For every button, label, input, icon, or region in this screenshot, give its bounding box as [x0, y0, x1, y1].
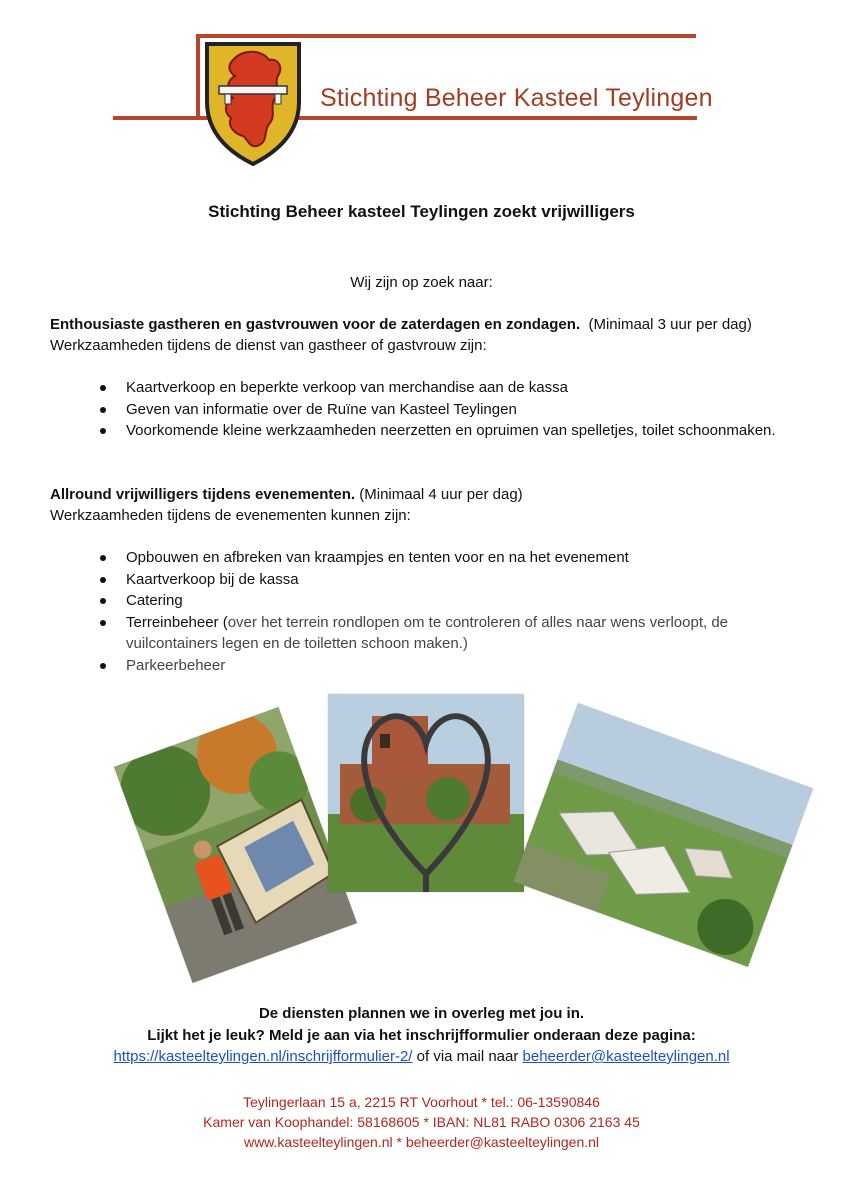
footer-kvk: Kamer van Koophandel: 58168605 * IBAN: NL81 RABO 0306 2163 45: [203, 1114, 640, 1130]
section-events-note: (Minimaal 4 uur per dag): [359, 486, 523, 503]
list-item: Parkeerbeheer: [100, 655, 780, 677]
lion-shield-icon: [203, 38, 303, 166]
photo-volunteer-cart-image: [114, 707, 357, 983]
footer-address: Teylingerlaan 15 a, 2215 RT Voorhout * tel.: 06-13590846: [243, 1094, 600, 1110]
list-item: Catering: [100, 590, 780, 612]
photo-volunteer-cart: [114, 707, 357, 983]
section-hosts: [50, 314, 810, 356]
letterhead-rule-left: [113, 116, 200, 120]
section-hosts-subtitle: Werkzaamheden tijdens de dienst van gastheer of gastvrouw zijn:: [50, 337, 487, 354]
bullet-icon: [100, 385, 106, 391]
section-events-list: [100, 547, 780, 676]
bullet-icon: [100, 577, 106, 583]
intro-text: Wij zijn op zoek naar:: [350, 274, 493, 291]
footer: [0, 1092, 843, 1152]
list-item: Kaartverkoop en beperkte verkoop van merchandise aan de kassa: [100, 377, 780, 399]
list-item: Geven van informatie over de Ruïne van Kasteel Teylingen: [100, 399, 780, 421]
section-hosts-heading: Enthousiaste gastheren en gastvrouwen voor de zaterdagen en zondagen.: [50, 316, 581, 333]
signup-links-line: [0, 1046, 843, 1068]
letterhead: [0, 0, 843, 180]
section-events-heading-line: [50, 484, 810, 505]
signup-line-1: De diensten plannen we in overleg met jou in.: [258, 1005, 585, 1022]
section-events-heading: Allround vrijwilligers tijdens evenementen.: [50, 486, 356, 503]
organization-name: Stichting Beheer Kasteel Teylingen: [320, 84, 713, 112]
photo-castle-heart: [328, 694, 524, 892]
section-hosts-list: [100, 377, 780, 442]
signup-line-2: Lijkt het je leuk? Meld je aan via het inschrijfformulier onderaan deze pagina:: [147, 1026, 696, 1044]
bullet-icon: [100, 428, 106, 434]
signup-block: [0, 1003, 843, 1068]
photo-castle-heart-image: [328, 694, 524, 892]
list-item: Opbouwen en afbreken van kraampjes en tenten voor en na het evenement: [100, 547, 780, 569]
bullet-icon: [100, 555, 106, 561]
letterhead-rule-right: [307, 116, 697, 120]
photo-event-tents: [513, 703, 813, 967]
bullet-icon: [100, 598, 106, 604]
section-events: [50, 484, 810, 526]
list-item: Voorkomende kleine werkzaamheden neerzetten en opruimen van spelletjes, toilet schoonmaken.: [100, 420, 780, 442]
bullet-icon: [100, 620, 106, 626]
signup-or-mail: of via mail naar: [416, 1048, 519, 1065]
bullet-icon: [100, 407, 106, 413]
signup-form-link[interactable]: https://kasteelteylingen.nl/inschrijfformulier-2/: [113, 1048, 413, 1065]
photo-event-tents-image: [513, 703, 813, 967]
section-events-subtitle: Werkzaamheden tijdens de evenementen kunnen zijn:: [50, 507, 411, 524]
signup-mail-link[interactable]: beheerder@kasteelteylingen.nl: [522, 1048, 730, 1065]
list-item: Kaartverkoop bij de kassa: [100, 569, 780, 591]
section-hosts-heading-line: [50, 314, 810, 335]
list-item: Terreinbeheer (over het terrein rondlopen om te controleren of alles naar wens verloopt, de vuilcontainers legen en de toiletten schoon maken.): [100, 612, 780, 655]
footer-web: www.kasteelteylingen.nl * beheerder@kasteelteylingen.nl: [243, 1134, 600, 1150]
bullet-icon: [100, 663, 106, 669]
page-title: Stichting Beheer kasteel Teylingen zoekt vrijwilligers: [208, 202, 635, 221]
section-hosts-note: (Minimaal 3 uur per dag): [588, 316, 752, 333]
